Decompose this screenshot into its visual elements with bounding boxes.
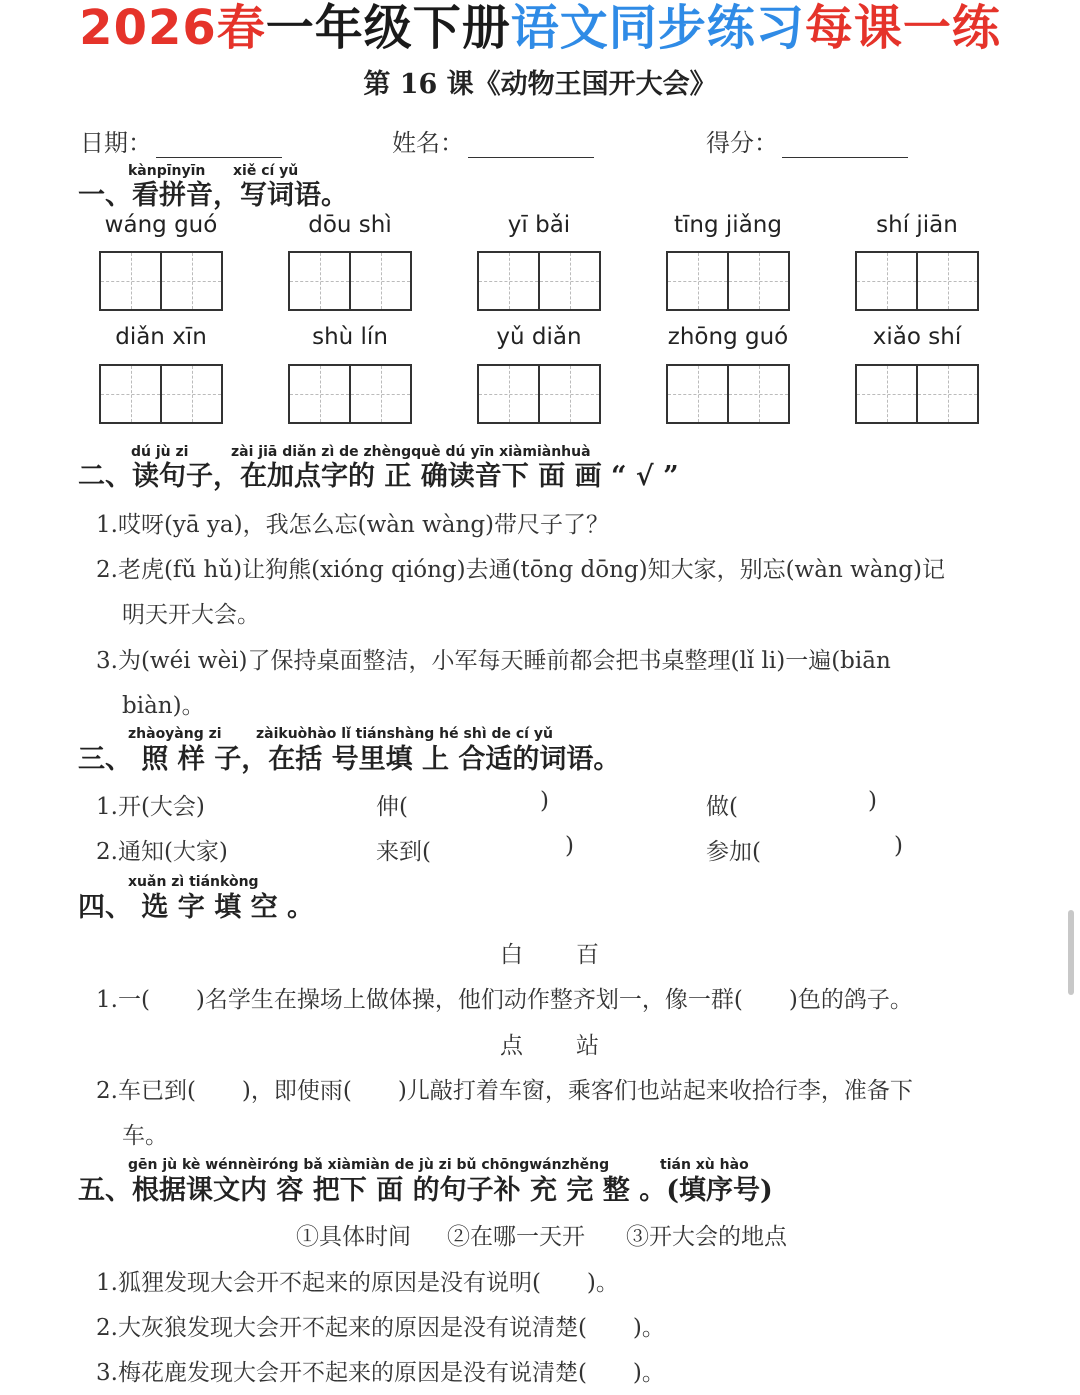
date-label: 日期： — [80, 129, 152, 157]
score-field[interactable] — [706, 123, 908, 158]
choice-char: 百 — [576, 942, 599, 968]
section3-pinyin-b: zàikuòhào lǐ tiánshàng hé shì de cí yǔ — [256, 726, 553, 742]
writing-grid[interactable] — [855, 251, 979, 311]
fill-item-left[interactable]: 做( — [706, 794, 738, 820]
section3-pinyin-a: zhàoyàng zi — [128, 726, 222, 742]
question-line: 3.梅花鹿发现大会开不起来的原因是没有说清楚( )。 — [96, 1360, 665, 1386]
pinyin-word: yǔ diǎn — [496, 324, 582, 350]
writing-grid[interactable] — [288, 251, 412, 311]
name-label: 姓名： — [392, 129, 464, 157]
worksheet-title — [0, 0, 1080, 56]
question-line: 车。 — [122, 1123, 168, 1149]
section1-title: 一、看拼音，写词语。 — [78, 180, 348, 211]
choice-char: 点 — [500, 1033, 523, 1059]
score-label: 得分： — [706, 129, 778, 157]
pinyin-word: zhōng guó — [667, 324, 789, 350]
section1-pinyin-b: xiě cí yǔ — [233, 163, 299, 179]
name-field[interactable] — [392, 123, 594, 158]
section3-title: 三、 照 样 子，在括 号里填 上 合适的词语。 — [78, 744, 621, 775]
writing-grid[interactable] — [666, 251, 790, 311]
sentence-line: 明天开大会。 — [122, 602, 260, 628]
sentence-line: 3.为(wéi wèi)了保持桌面整洁，小军每天睡前都会把书桌整理(lǐ li)一遍(biān — [96, 648, 891, 674]
writing-grid[interactable] — [99, 251, 223, 311]
section2-pinyin-b: zài jiā diǎn zì de zhèngquè dú yīn xiàmiànhuà — [231, 444, 591, 460]
option-item: ③开大会的地点 — [626, 1224, 787, 1250]
section4-title: 四、 选 字 填 空 。 — [78, 892, 314, 923]
question-line: 1.一( )名学生在操场上做体操，他们动作整齐划一，像一群( )色的鸽子。 — [96, 987, 913, 1013]
date-field[interactable] — [80, 123, 282, 158]
section4-pinyin: xuǎn zì tiánkòng — [128, 874, 259, 890]
writing-grid[interactable] — [99, 364, 223, 424]
fill-item-left[interactable]: 伸( — [376, 794, 408, 820]
example-item: 2.通知(大家) — [96, 839, 228, 865]
section1-pinyin-a: kànpīnyīn — [128, 163, 206, 179]
pinyin-word: xiǎo shí — [872, 324, 962, 350]
writing-grid[interactable] — [477, 364, 601, 424]
writing-grid[interactable] — [666, 364, 790, 424]
section5-pinyin-b: tián xù hào — [660, 1157, 749, 1173]
date-blank[interactable] — [156, 135, 282, 158]
title-part-year: 2026春 — [79, 0, 266, 56]
choice-char: 白 — [500, 942, 523, 968]
question-line: 2.大灰狼发现大会开不起来的原因是没有说清楚( )。 — [96, 1315, 665, 1341]
pinyin-word: diǎn xīn — [115, 324, 207, 350]
section5-pinyin-a: gēn jù kè wénnèiróng bǎ xiàmiàn de jù zi bǔ chōngwánzhěng — [128, 1157, 610, 1173]
fill-item-paren: ) — [868, 788, 877, 814]
fill-item-paren: ) — [540, 788, 549, 814]
pinyin-word: dōu shì — [308, 212, 392, 238]
fill-item-left[interactable]: 来到( — [376, 839, 431, 865]
pinyin-word: wáng guó — [104, 212, 218, 238]
sentence-line: 1.哎呀(yā ya)，我怎么忘(wàn wàng)带尺子了？ — [96, 512, 610, 538]
pinyin-word: yī bǎi — [507, 212, 571, 238]
lesson-subtitle: 第 16 课《动物王国开大会》 — [363, 69, 717, 100]
title-part-grade: 一年级下册 — [265, 0, 511, 56]
question-line: 2.车已到( )，即使雨( )儿敲打着车窗，乘客们也站起来收拾行李，准备下 — [96, 1078, 913, 1104]
writing-grid[interactable] — [855, 364, 979, 424]
title-part-subject: 语文同步练习 — [510, 0, 805, 56]
question-line: 1.狐狸发现大会开不起来的原因是没有说明( )。 — [96, 1270, 619, 1296]
sentence-line: 2.老虎(fǔ hǔ)让狗熊(xióng qióng)去通(tōng dōng)知大家，别忘(wàn wàng)记 — [96, 557, 945, 583]
sentence-line: biàn)。 — [122, 693, 205, 719]
example-item: 1.开(大会) — [96, 794, 205, 820]
pinyin-word: shù lín — [312, 324, 388, 350]
pinyin-word: shí jiān — [876, 212, 958, 238]
score-blank[interactable] — [782, 135, 908, 158]
section2-pinyin-a: dú jù zi — [131, 444, 189, 460]
writing-grid[interactable] — [288, 364, 412, 424]
choice-char: 站 — [576, 1033, 599, 1059]
fill-item-left[interactable]: 参加( — [706, 839, 761, 865]
title-part-each-lesson: 每课一练 — [804, 0, 1001, 56]
section2-title: 二、读句子，在加点字的 正 确读音下 面 画 “ √ ” — [78, 461, 679, 492]
fill-item-paren: ) — [565, 833, 574, 859]
writing-grid[interactable] — [477, 251, 601, 311]
fill-item-paren: ) — [894, 833, 903, 859]
name-blank[interactable] — [468, 135, 594, 158]
scrollbar-thumb[interactable] — [1068, 910, 1074, 995]
section5-title: 五、根据课文内 容 把下 面 的句子补 充 完 整 。(填序号) — [78, 1175, 773, 1206]
option-item: ①具体时间 — [296, 1224, 411, 1250]
pinyin-word: tīng jiǎng — [674, 212, 782, 238]
option-item: ②在哪一天开 — [447, 1224, 585, 1250]
